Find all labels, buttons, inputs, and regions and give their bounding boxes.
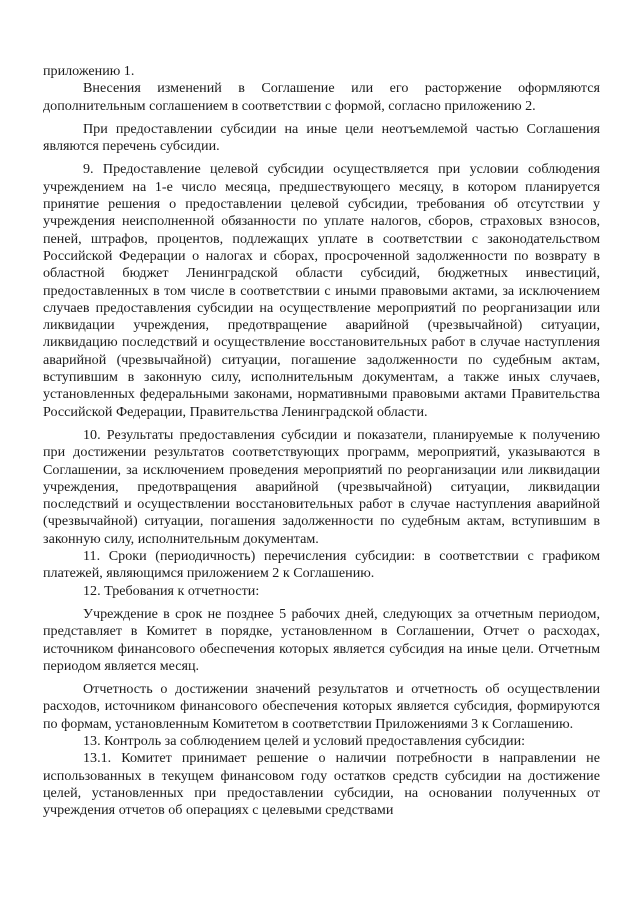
paragraph-continuation: приложению 1. xyxy=(43,63,135,79)
paragraph-section-13-1: 13.1. Комитет принимает решение о наличии потребности в направлении не использованных в текущем финансовом году остатков средств субсидии на достижение целей, установленных при предоставлении субсидии, на основании полученных от учреждения отчетов об операциях с целевыми средствами xyxy=(43,750,600,819)
paragraph-reporting-results: Отчетность о достижении значений результатов и отчетность об осуществлении расходов, источником финансового обеспечения которых является субсидия, формируются по формам, установленным Комитетом в соответствии Приложениями 3 к Соглашению. xyxy=(43,681,600,732)
paragraph-amendments: Внесения изменений в Соглашение или его расторжение оформляются дополнительным соглашением в соответствии с формой, согласно приложению 2. xyxy=(43,80,600,114)
paragraph-section-12: 12. Требования к отчетности: xyxy=(83,582,260,599)
paragraph-other-purposes: При предоставлении субсидии на иные цели неотъемлемой частью Соглашения являются перечень субсидии. xyxy=(43,120,600,155)
paragraph-section-9: 9. Предоставление целевой субсидии осуществляется при условии соблюдения учреждением на 1-е число месяца, предшествующего месяцу, в котором планируется принятие решения о предоставлении целевой субсидии, требования об отсутствии у учреждения неисполненной обязанности по уплате налогов, сборов, страховых взносов, пеней, штрафов, процентов, подлежащих уплате в соответствии с законодательством Российской Федерации о налогах и сборах, просроченной задолженности по возврату в областной бюджет Ленинградской области субсидий, бюджетных инвестиций, предоставленных в том числе в соответствии с иными правовыми актами, за исключением случаев предоставления субсидии на осуществление мероприятий по реорганизации или ликвидации учреждения, предотвращение аварийной (чрезвычайной) ситуации, ликвидацию последствий и осуществление восстановительных работ в случае наступления аварийной (чрезвычайной) ситуации, погашение задолженности по судебным актам, вступившим в законную силу, исполнительным документам, а также иных случаев, установленных федеральными законами, нормативными правовыми актами Правительства Российской Федерации, Правительства Ленинградской области. xyxy=(43,161,600,420)
paragraph-section-10: 10. Результаты предоставления субсидии и показатели, планируемые к получению при достижении результатов соответствующих программ, мероприятий, указываются в Соглашении, за исключением проведения мероприятий по реорганизации или ликвидации учреждения, предотвращения аварийной (чрезвычайной) ситуации, ликвидации последствий и осуществлении восстановительных работ в случае наступления аварийной (чрезвычайной) ситуации, погашения задолженности по судебным актам, вступившим в законную силу, исполнительным документам. xyxy=(43,426,600,547)
paragraph-section-13: 13. Контроль за соблюдением целей и условий предоставления субсидии: xyxy=(83,732,526,749)
paragraph-section-11: 11. Сроки (периодичность) перечисления субсидии: в соответствии с графиком платежей, являющимся приложением 2 к Соглашению. xyxy=(43,548,600,582)
paragraph-reporting-deadline: Учреждение в срок не позднее 5 рабочих дней, следующих за отчетным периодом, представляет в Комитет в порядке, установленном в Соглашении, Отчет о расходах, источником финансового обеспечения которых является субсидия на иные цели. Отчетным периодом является месяц. xyxy=(43,605,600,674)
